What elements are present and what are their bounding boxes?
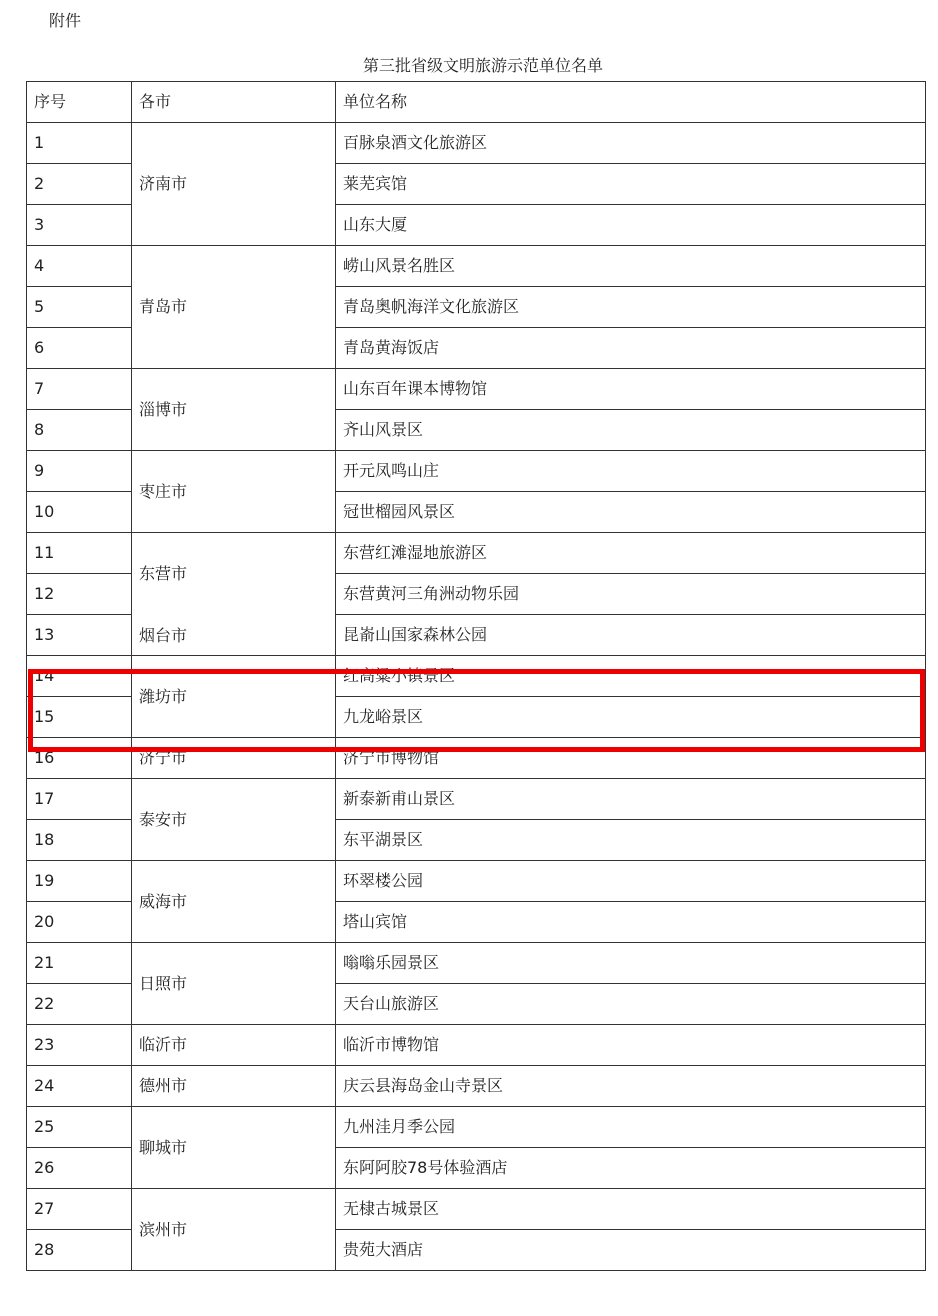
row-number: 27 <box>27 1189 132 1230</box>
unit-name: 环翠楼公园 <box>336 861 926 902</box>
unit-name: 庆云县海岛金山寺景区 <box>336 1066 926 1107</box>
unit-name: 嗡嗡乐园景区 <box>336 943 926 984</box>
row-number: 4 <box>27 246 132 287</box>
city-cell: 淄博市 <box>132 369 336 451</box>
row-number: 10 <box>27 492 132 533</box>
row-number: 26 <box>27 1148 132 1189</box>
city-cell: 临沂市 <box>132 1025 336 1066</box>
row-number: 23 <box>27 1025 132 1066</box>
city-cell: 滨州市 <box>132 1189 336 1271</box>
row-number: 25 <box>27 1107 132 1148</box>
table-row <box>27 451 926 492</box>
unit-name: 贵苑大酒店 <box>336 1230 926 1271</box>
unit-name: 红高粱小镇景区 <box>336 656 926 697</box>
row-number: 3 <box>27 205 132 246</box>
attachment-label: 附件 <box>49 11 82 30</box>
unit-name: 东阿阿胶78号体验酒店 <box>336 1148 926 1189</box>
unit-name: 九龙峪景区 <box>336 697 926 738</box>
table-row <box>27 369 926 410</box>
table-row <box>27 656 926 697</box>
row-number: 12 <box>27 574 132 615</box>
unit-name: 新泰新甫山景区 <box>336 779 926 820</box>
row-number: 16 <box>27 738 132 779</box>
row-number: 22 <box>27 984 132 1025</box>
unit-name: 山东百年课本博物馆 <box>336 369 926 410</box>
row-number: 19 <box>27 861 132 902</box>
row-number: 18 <box>27 820 132 861</box>
unit-name: 百脉泉酒文化旅游区 <box>336 123 926 164</box>
unit-name: 青岛黄海饭店 <box>336 328 926 369</box>
unit-name: 天台山旅游区 <box>336 984 926 1025</box>
document-title: 第三批省级文明旅游示范单位名单 <box>362 56 603 75</box>
table-row <box>27 533 926 574</box>
table-row <box>27 1107 926 1148</box>
city-label-dongying: 东营市 <box>139 564 188 583</box>
row-number: 11 <box>27 533 132 574</box>
row-number: 8 <box>27 410 132 451</box>
row-number: 6 <box>27 328 132 369</box>
column-header-no: 序号 <box>27 82 132 123</box>
city-label-yantai: 烟台市 <box>139 626 188 645</box>
row-number: 5 <box>27 287 132 328</box>
city-cell: 济南市 <box>132 123 336 246</box>
city-cell: 青岛市 <box>132 246 336 369</box>
table-row <box>27 738 926 779</box>
row-number: 28 <box>27 1230 132 1271</box>
table-row <box>27 246 926 287</box>
unit-name: 青岛奥帆海洋文化旅游区 <box>336 287 926 328</box>
row-number: 20 <box>27 902 132 943</box>
unit-name: 莱芜宾馆 <box>336 164 926 205</box>
unit-name: 东平湖景区 <box>336 820 926 861</box>
table-row <box>27 1066 926 1107</box>
city-cell: 枣庄市 <box>132 451 336 533</box>
unit-name: 昆嵛山国家森林公园 <box>336 615 926 656</box>
row-number: 21 <box>27 943 132 984</box>
column-header-city: 各市 <box>132 82 336 123</box>
unit-name: 东营黄河三角洲动物乐园 <box>336 574 926 615</box>
city-cell: 泰安市 <box>132 779 336 861</box>
unit-name: 无棣古城景区 <box>336 1189 926 1230</box>
table-header-row <box>27 82 926 123</box>
row-number: 24 <box>27 1066 132 1107</box>
units-table-wrapper <box>26 81 926 1271</box>
column-header-unit: 单位名称 <box>336 82 926 123</box>
table-row <box>27 861 926 902</box>
city-cell: 日照市 <box>132 943 336 1025</box>
row-number: 13 <box>27 615 132 656</box>
table-row <box>27 1025 926 1066</box>
row-number: 2 <box>27 164 132 205</box>
city-cell <box>132 533 336 656</box>
row-number: 17 <box>27 779 132 820</box>
unit-name: 山东大厦 <box>336 205 926 246</box>
city-cell: 聊城市 <box>132 1107 336 1189</box>
table-row <box>27 779 926 820</box>
city-cell: 德州市 <box>132 1066 336 1107</box>
row-number: 1 <box>27 123 132 164</box>
table-row <box>27 123 926 164</box>
unit-name: 东营红滩湿地旅游区 <box>336 533 926 574</box>
unit-name: 冠世榴园风景区 <box>336 492 926 533</box>
unit-name: 临沂市博物馆 <box>336 1025 926 1066</box>
table-row <box>27 1189 926 1230</box>
city-cell: 潍坊市 <box>132 656 336 738</box>
city-cell: 威海市 <box>132 861 336 943</box>
unit-name: 开元凤鸣山庄 <box>336 451 926 492</box>
unit-name: 济宁市博物馆 <box>336 738 926 779</box>
row-number: 7 <box>27 369 132 410</box>
city-cell: 济宁市 <box>132 738 336 779</box>
unit-name: 塔山宾馆 <box>336 902 926 943</box>
row-number: 15 <box>27 697 132 738</box>
unit-name: 崂山风景名胜区 <box>336 246 926 287</box>
unit-name: 齐山风景区 <box>336 410 926 451</box>
row-number: 14 <box>27 656 132 697</box>
row-number: 9 <box>27 451 132 492</box>
unit-name: 九州洼月季公园 <box>336 1107 926 1148</box>
table-row <box>27 943 926 984</box>
units-table <box>26 81 926 1271</box>
